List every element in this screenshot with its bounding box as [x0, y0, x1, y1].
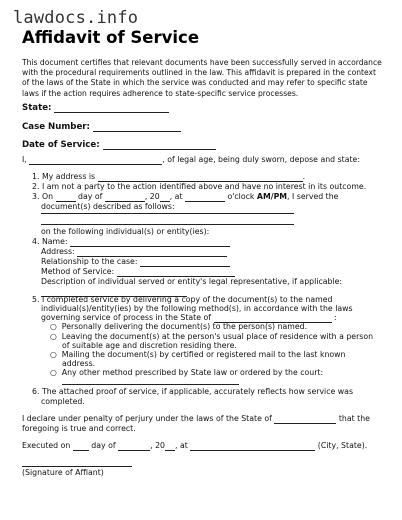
- site-logo: lawdocs.info: [13, 8, 139, 28]
- blank-line: [41, 213, 294, 214]
- state-field: [22, 103, 169, 113]
- item-4-relationship: Relationship to the case:: [41, 257, 230, 267]
- bullet-3-cont: address.: [62, 359, 96, 368]
- item-4-method: Method of Service:: [41, 267, 235, 277]
- item-3-line-3: on the following individual(s) or entity(ies):: [41, 227, 210, 236]
- intro-paragraph: This document certifies that relevant documents have been successfully served in accordance with the procedural requirements outlined in the law. This affidavit is prepared in the context of the laws of the State in which the service was conducted and may refer to specific state laws if the action requires adherence to state-specific service processes.: [22, 58, 382, 98]
- item-6-line-2: completed.: [41, 397, 85, 406]
- item-3-line-1: 3. On day of , 20 , at o'clock AM/PM, I served the: [32, 192, 339, 201]
- item-4-description: Description of individual served or entity's legal representative, if applicable:: [41, 277, 343, 286]
- signature-label: (Signature of Affiant): [22, 468, 104, 477]
- document-title: Affidavit of Service: [22, 28, 200, 47]
- bullet-3: ○ Mailing the document(s) by certified or registered mail to the last known: [50, 350, 346, 359]
- blank-line: [41, 224, 294, 225]
- item-5-line-1: 5. I completed service by delivering a copy of the document(s) to the named: [32, 295, 333, 304]
- state-label: State:: [22, 103, 52, 113]
- item-4-name: 4. Name:: [32, 237, 230, 247]
- date-of-service-label: Date of Service:: [22, 140, 100, 150]
- bullet-1: ○ Personally delivering the document(s) to the person(s) named.: [50, 322, 308, 331]
- executed-line: Executed on day of , 20 , at (City, State).: [22, 441, 368, 450]
- date-of-service-field: [22, 140, 216, 150]
- bullet-4: ○ Any other method prescribed by State law or ordered by the court:: [50, 368, 324, 377]
- bullet-2: ○ Leaving the document(s) at the person's usual place of residence with a person: [50, 332, 374, 341]
- perjury-line-2: foregoing is true and correct.: [22, 424, 136, 433]
- case-number-blank: [93, 122, 181, 132]
- item-5-line-2: individual(s)/entity(ies) by the following method(s), in accordance with the laws: [41, 304, 353, 313]
- affiant-name-blank: [29, 155, 162, 165]
- item-4-address: Address:: [41, 247, 227, 257]
- blank-line: [62, 384, 239, 385]
- signature-line: [22, 466, 132, 467]
- date-of-service-blank: [103, 140, 216, 150]
- item-5-line-3: governing service of process in the State of :: [41, 313, 337, 322]
- declaration-line: I, , of legal age, being duly sworn, depose and state:: [22, 155, 360, 164]
- case-number-label: Case Number:: [22, 122, 90, 132]
- state-blank: [54, 103, 169, 113]
- item-2: 2. I am not a party to the action identified above and have no interest in its outcome.: [32, 182, 367, 191]
- bullet-2-cont: of suitable age and discretion residing there.: [62, 341, 237, 350]
- item-1: 1. My address is .: [32, 172, 306, 181]
- case-number-field: [22, 122, 181, 132]
- item-3-line-2: document(s) described as follows:: [41, 202, 175, 211]
- address-blank: [98, 172, 303, 182]
- perjury-line-1: I declare under penalty of perjury under the laws of the State of that the: [22, 414, 370, 423]
- item-6-line-1: 6. The attached proof of service, if applicable, accurately reflects how service was: [32, 387, 354, 396]
